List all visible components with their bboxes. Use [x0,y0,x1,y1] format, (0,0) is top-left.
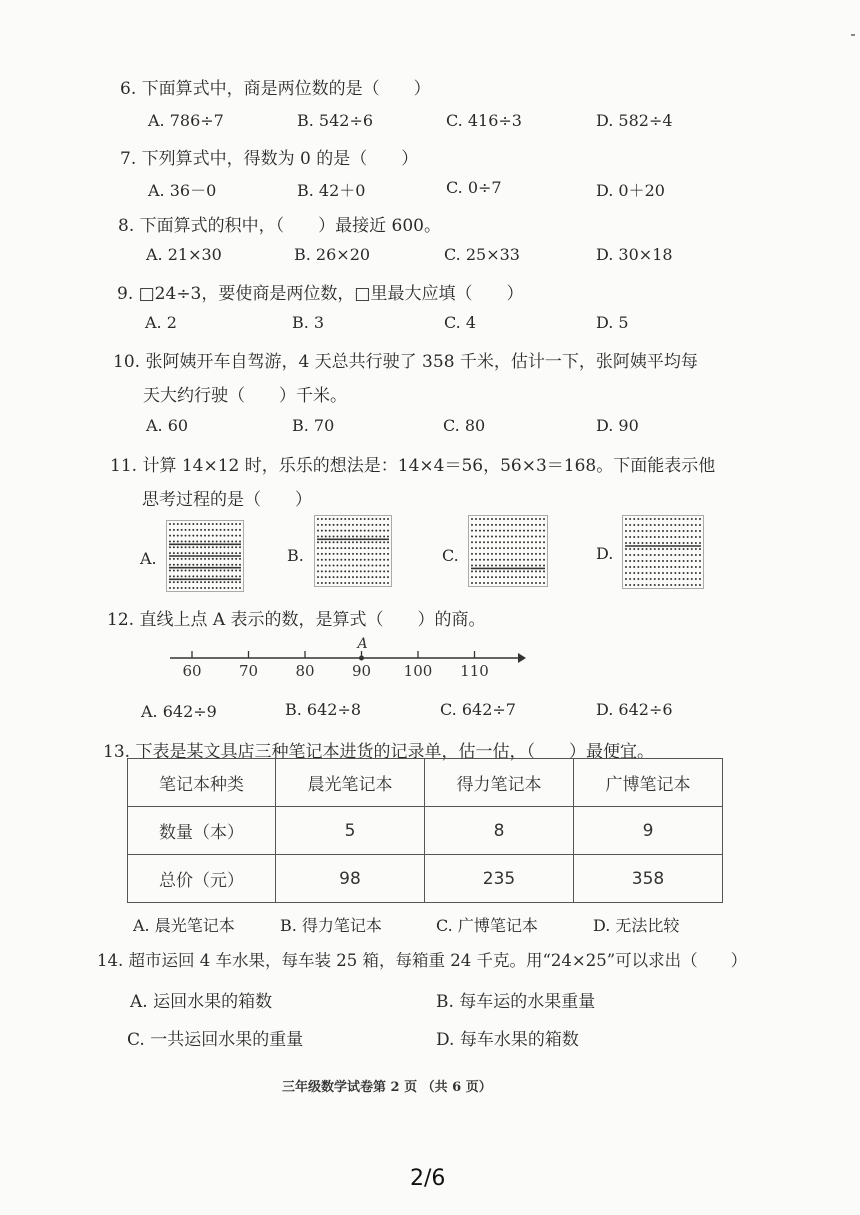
option-9a: A. 2 [145,313,177,332]
dot-grid-d [622,515,704,589]
table-cell: 98 [276,855,425,903]
table-cell: 总价（元） [128,855,276,903]
option-14d: D. 每车水果的箱数 [436,1030,579,1050]
option-10a: A. 60 [146,416,189,435]
table-cell: 358 [574,855,723,903]
question-7: 7. 下列算式中，得数为 0 的是（ ） [120,149,419,169]
option-11c-label: C. [442,546,459,565]
dot-grid-c [468,515,548,587]
number-line-tick-label: 80 [295,662,315,680]
table-header-cell: 得力笔记本 [425,759,574,807]
option-10c: C. 80 [443,416,486,435]
table-row [128,855,723,903]
page-footer: 三年级数学试卷第 2 页 （共 6 页） [282,1080,492,1095]
table-header-cell: 晨光笔记本 [276,759,425,807]
option-8d: D. 30×18 [596,245,673,264]
table-cell: 235 [425,855,574,903]
question-12: 12. 直线上点 A 表示的数，是算式（ ）的商。 [107,610,486,630]
table-header-cell: 广博笔记本 [574,759,723,807]
option-13b: B. 得力笔记本 [280,916,382,935]
dot-grid-b [314,515,392,587]
option-13a: A. 晨光笔记本 [133,916,235,935]
table-row [128,807,723,855]
option-12d: D. 642÷6 [596,700,673,719]
question-8: 8. 下面算式的积中，（ ）最接近 600。 [118,216,441,236]
number-line-tick-label: 100 [403,662,433,680]
table-cell: 数量（本） [128,807,276,855]
question-9: 9. □24÷3，要使商是两位数，□里最大应填（ ） [117,284,524,304]
question-10-line2: 天大约行驶（ ）千米。 [143,386,347,406]
number-line-arrow [518,653,526,663]
option-14c: C. 一共运回水果的重量 [127,1030,304,1050]
option-6a: A. 786÷7 [148,111,224,130]
question-6: 6. 下面算式中，商是两位数的是（ ） [120,79,431,99]
option-11d-label: D. [596,544,614,563]
table-header-cell: 笔记本种类 [128,759,276,807]
point-a-label: A [357,636,368,652]
option-13c: C. 广博笔记本 [436,916,538,935]
table-cell: 9 [574,807,723,855]
question-10: 10. 张阿姨开车自驾游，4 天总共行驶了 358 千米，估计一下，张阿姨平均每 [113,352,698,372]
option-7d: D. 0＋20 [596,181,665,200]
option-8b: B. 26×20 [294,245,371,264]
option-12c: C. 642÷7 [440,700,516,719]
option-13d: D. 无法比较 [593,916,680,935]
option-10d: D. 90 [596,416,639,435]
table-cell: 5 [276,807,425,855]
table-header-row [128,759,723,807]
question-14: 14. 超市运回 4 车水果，每车装 25 箱，每箱重 24 千克。用“24×25”可以求出（ ） [97,951,748,970]
option-8a: A. 21×30 [146,245,222,264]
option-7a: A. 36－0 [148,181,217,200]
option-11b-label: B. [287,546,304,565]
number-line-tick-label: 60 [182,662,202,680]
option-12b: B. 642÷8 [285,700,362,719]
scan-speck [851,34,855,36]
question-11-line2: 思考过程的是（ ） [142,490,312,510]
question-13: 13. 下表是某文具店三种笔记本进货的记录单，估一估，（ ）最便宜。 [103,742,654,762]
option-10b: B. 70 [292,416,335,435]
page-indicator: 2/6 [410,1166,446,1191]
option-9c: C. 4 [444,313,477,332]
option-7c: C. 0÷7 [446,178,502,197]
number-line-tick-label: 70 [238,662,259,680]
point-a-dot [359,656,364,661]
option-9d: D. 5 [596,313,629,332]
option-11a-label: A. [140,549,157,568]
option-14b: B. 每车运的水果重量 [436,992,596,1012]
option-14a: A. 运回水果的箱数 [130,992,273,1012]
question-11: 11. 计算 14×12 时，乐乐的想法是：14×4＝56，56×3＝168。下面能表示他 [110,456,716,476]
number-line [170,636,530,686]
number-line-tick-label: 90 [351,662,372,680]
option-6d: D. 582÷4 [596,111,673,130]
option-12a: A. 642÷9 [141,702,217,721]
notebook-table [127,758,723,903]
option-6b: B. 542÷6 [297,111,374,130]
option-9b: B. 3 [292,313,325,332]
number-line-tick-label: 110 [460,662,489,680]
option-8c: C. 25×33 [444,245,520,264]
option-6c: C. 416÷3 [446,111,522,130]
table-cell: 8 [425,807,574,855]
option-7b: B. 42＋0 [297,181,366,200]
dot-grid-a [166,520,244,592]
